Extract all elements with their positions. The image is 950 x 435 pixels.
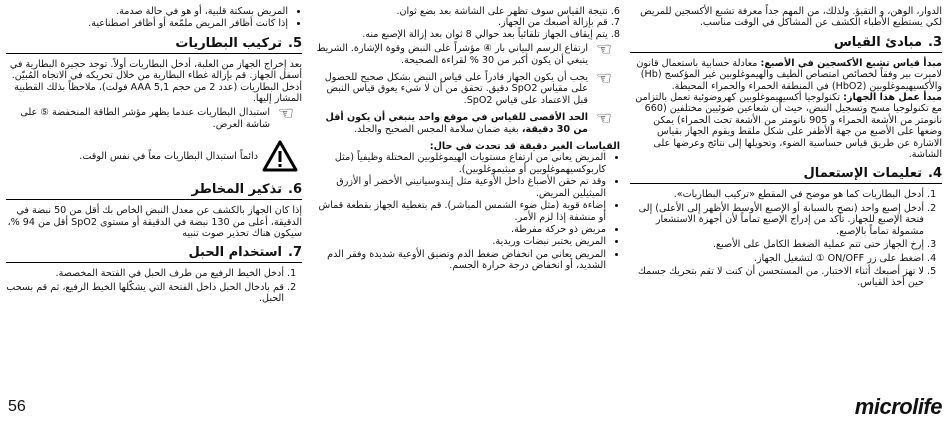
pointing-hand-icon: ☜ (277, 103, 295, 125)
section-6-heading (6, 182, 302, 200)
column-left (6, 6, 302, 307)
usage-step: 3. إرخ الجهاز حتى تتم عملية الضغط الكامل على الأصبع. (630, 239, 924, 250)
section-title: تركيب البطاريات (175, 35, 282, 51)
strap-steps-list (6, 268, 302, 304)
usage-step: 1. أدخل البطاريات كما هو موضح في المقطع «تركيب البطاريات». (630, 189, 924, 200)
step-text: نتيجة القياس سوف تظهر على الشاشة بعد بضع ثوان. (396, 6, 608, 17)
list-item: • المريض يعاني من ارتفاع مستويات الهيموغلوبين المختلة وظيفياً (مثل كاربوكسيهموغلوبين أو ميثيموغلوبين). (312, 152, 606, 175)
section-5-heading (6, 36, 302, 54)
note-max-duration (312, 108, 620, 135)
battery-warning (6, 140, 302, 172)
section-title: تعليمات الإستعمال (803, 166, 922, 182)
warning-text: دائماً استبدال البطاريات معاً في نفس الوقت. (79, 150, 258, 162)
steps-continued (312, 6, 620, 40)
step-number: 7. (610, 17, 620, 29)
note-rest-text: بغية ضمان سلامة المجس الصحيح والجلد. (354, 123, 522, 135)
section-3-heading (630, 35, 942, 53)
step-number: 6. (610, 6, 620, 17)
pointing-hand-icon: ☜ (595, 68, 613, 90)
principle-paragraph-1 (630, 58, 942, 92)
note-pulse (312, 68, 620, 106)
principle-paragraph-2 (630, 92, 942, 160)
list-item: • إذا كانت أظافر المريض ملمّعة أو أظافر اصطناعية. (6, 18, 288, 29)
principle-1-label: مبدأ قياس تشبع الأكسجين في الأصبع: (760, 57, 942, 69)
strap-step: 2. قم بادخال الحبل داخل الفتحة التي يشكّلها الخيط الرفيع، ثم قم بسحب الحبل. (6, 282, 284, 305)
brand-logo: microlife (854, 394, 942, 419)
column-middle (312, 6, 620, 273)
usage-step: 4. اضغط على زر ON/OFF ① لتشغيل الجهاز. (630, 253, 924, 264)
note-text: ارتفاع الرسم البياني بار ④ مؤشراً على النبض وقوة الإشارة. الشريط ينبغي أن يكون أكبر من 30 % لقراءة الصحيحة. (316, 43, 588, 66)
step-text: قم بإزالة أصبعك من الجهاز. (497, 17, 608, 29)
list-item: • المريض يعاني من انخفاض ضغط الدم وتضيق الأوعية شديدة وفقر الدم الشديد، أو انخفاض درجة حرارة الجسم. (312, 249, 606, 272)
section-title: استخدام الحبل (188, 245, 282, 261)
principle-1-text: معادلة حسابية باستعمال قانون لامبرت بير وفقاً لخصائص امتصاص الطيف والهيموغلوبين غير المؤكسج (Hb) والأكسيهيموغلوبين (HbO2) في المنطقة الحمراء والحمراء المحيطة. (636, 57, 942, 92)
note-low-battery (6, 103, 302, 130)
column-right (630, 6, 942, 291)
usage-step: 5. لا تهز أصبعك أثناء الاختبار. من المستحسن أن كنت لا تقم بتحريك جسمك حين أخذ القياس. (630, 266, 924, 289)
risk-reminder-paragraph: إذا كان الجهاز بالكشف عن معدل النبض الخاص بك أقل من 50 نبضة في الدقيقة، أعلى من 130 نبضة في الدقيقة أو مستوى SpO2 أقل من 94 %، سيكون هناك تحذير صوت تنبيه (7, 205, 302, 240)
warning-triangle-icon (258, 140, 302, 172)
inaccurate-conditions-list-continued (6, 6, 302, 30)
step-text: يتم إيقاف الجهاز تلقائياً بعد حوالي 8 ثوان بعد إزالة الإصبع منه. (362, 28, 608, 40)
intro-paragraph: الدوار، الوهن، و التقيؤ. ولذلك، من المهم جداً معرفة تشبع الأكسجين للمريض لكي يستطيع الأطباء الكشف عن المشاكل في الوقت مناسب. (640, 6, 942, 29)
section-4-heading (630, 166, 942, 184)
section-number: 5. (288, 35, 302, 51)
step-6 (312, 6, 620, 17)
pointing-hand-icon: ☜ (595, 108, 613, 130)
inaccurate-measurements-title: القياسات الغير دقيقة قد تحدث في حال: (429, 141, 620, 153)
section-title: تذكير المخاطر (191, 182, 282, 198)
step-number: 8. (610, 28, 620, 40)
section-7-heading (6, 245, 302, 263)
inaccurate-conditions-list (312, 152, 620, 271)
section-number: 6. (288, 182, 302, 198)
list-item: • إضاءة قوية (مثل ضوء الشمس المباشر). قم بتغطية الجهاز بقطعة قماش أو منشفة إذا لزم الأمر. (312, 200, 606, 223)
note-signal-bar (312, 39, 620, 66)
list-item: • مريض ذو حركة مفرطة. (312, 224, 606, 235)
strap-step: 1. أدخل الخيط الرفيع من طرف الحبل في الفتحة المخصصة. (6, 268, 284, 279)
page-number: 56 (8, 398, 26, 415)
principle-2-label: مبدأ عمل هذا الجهاز: (843, 92, 942, 104)
note-text: يجب أن يكون الجهاز قادراً على قياس النبض بشكل صحيح للحصول على مقياس SpO2 دقيق. تحقق من أن لا شيء يعوق قياس النبض قبل الاعتماد على قياس SpO2. (324, 72, 588, 106)
list-item: • وقد تم حقن الأصباغ داخل الأوعية مثل إيندوسيانيني الأخضر أو الأزرق الميثيلين المريض. (312, 176, 606, 199)
usage-steps-list (630, 189, 942, 288)
section-number: 4. (928, 166, 942, 182)
section-title: مبادئ القياس (833, 34, 922, 50)
list-item: • المريض بسكتة قلبية، أو هو في حالة صدمة. (6, 6, 288, 17)
list-item: • المريض يختبر نبضات وريدية. (312, 236, 606, 247)
pointing-hand-icon: ☜ (595, 39, 613, 61)
section-number: 3. (928, 34, 942, 50)
section-number: 7. (288, 245, 302, 261)
step-8 (312, 29, 620, 40)
principle-2-text: تكنولوجيا أكسيهيموغلوبين كهروضوئية تعمل بالتزامن مع تكنولوجيا مسح وتسجيل النبض، حيث أن شعاعين ضوئيين مختلفين (660 نانومتر من الأشعة الحمراء و 905 نانومتر من الأشعة تحت الحمراء) يمكن وضعها على الأصبع من جهة الأظفر على شكل ملقط ويقوم الجهاز بقياس الاشارة عن طريق قياس حساسية الضوء، وتحويلها إلى نتائج وعرضها على الشاشة. (635, 92, 942, 161)
note-text (312, 112, 588, 135)
step-7 (312, 17, 620, 28)
usage-step: 2. أدخل إصبع واحد (نصح بالسبابة أو الإصبع الأوسط الأظهر إلى الأعلى) إلى فتحة الإصبع للجهاز. تأكد من إدراج الإصبع تماماً لأن أجهزة الاستشعار مشمولة تماماً بالإصبع. (630, 203, 924, 237)
note-text: استبدال البطاريات عندما يظهر مؤشر الطاقة المنخفضة ⑤ على شاشة العرض. (20, 107, 270, 130)
note-bold-text: الحد الأقصى للقياس في موقع واحد ينبغي أن يكون أقل من 30 دقيقة، (325, 112, 588, 135)
battery-paragraph: بعد إخراج الجهاز من العلبة، أدخل البطاريات أولاً. توجد حجيرة البطارية في أسفل الجهاز. قم بإزالة غطاء البطارية من خلال تحريكه في الاتجاه المُبيّن. أدخل البطاريات (عدد 2 من حجم AAA 5,1 فولت)، ملاحظاً بذلك القطبية المشار إليها. (9, 58, 302, 105)
